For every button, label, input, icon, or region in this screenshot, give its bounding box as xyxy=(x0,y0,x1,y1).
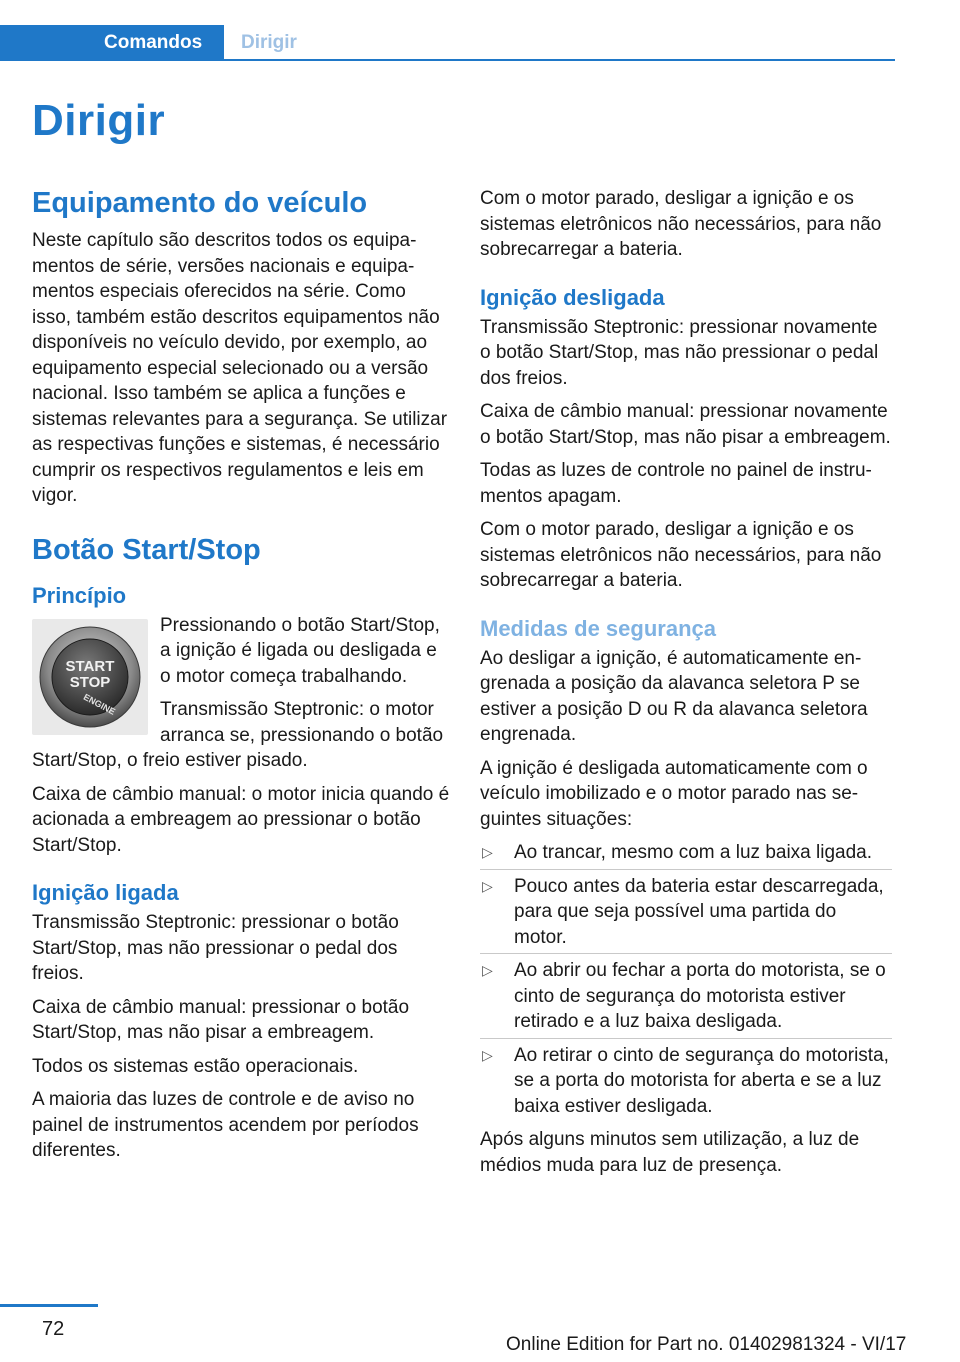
chapter-title: Dirigir xyxy=(32,96,166,145)
edition-note: Online Edition for Part no. 01402981324 - VI/17 xyxy=(506,1334,907,1355)
heading-ignition-off: Ignição desligada xyxy=(480,284,665,310)
paragraph-safety-3: Após alguns minutos sem utilização, a luz de médios muda para luz de presença. xyxy=(480,1129,860,1176)
paragraph-principle-1: Pressionando o botão Start/Stop, a ignição é ligada ou desligada e o motor começa trabalhando. xyxy=(160,614,440,687)
button-label-start: START xyxy=(65,657,115,675)
list-item-text: Pouco antes da bateria estar descarregada, para que seja possível uma partida do motor. xyxy=(514,875,884,948)
tab-dirigir[interactable]: Dirigir xyxy=(241,32,297,53)
heading-start-stop-button: Botão Start/Stop xyxy=(32,533,261,566)
list-item-text: Ao abrir ou fechar a porta do motorista, se o cinto de segurança do motorista estiver retirado e a luz baixa desligada. xyxy=(514,960,886,1032)
list-item xyxy=(480,953,892,1035)
paragraph-principle-3: Caixa de câmbio manual: o motor inicia quando é acionada a embreagem ao pressionar o botão Start/Stop. xyxy=(32,783,450,856)
paragraph-ignition-on-4: A maioria das luzes de controle e de aviso no painel de instrumentos acendem por períodos diferentes. xyxy=(32,1089,419,1161)
paragraph-ignition-off-4: Com o motor parado, desligar a ignição e os sistemas eletrônicos não necessários, para não sobrecarregar a bateria. xyxy=(480,519,882,591)
heading-ignition-on: Ignição ligada xyxy=(32,880,179,905)
heading-safety: Medidas de segurança xyxy=(480,615,716,641)
list-item-text: Ao retirar o cinto de segurança do motorista, se a porta do motorista for aberta e se a luz baixa estiver desligada. xyxy=(514,1044,889,1117)
left-column xyxy=(32,186,450,1172)
triangle-bullet-icon: ▷ xyxy=(482,1046,493,1063)
list-item xyxy=(480,840,892,866)
paragraph-ignition-off-2: Caixa de câmbio manual: pressionar novamente o botão Start/Stop, mas não pisar a embreagem. xyxy=(480,401,891,448)
list-item xyxy=(480,869,892,951)
right-column xyxy=(480,186,892,1186)
footer-divider xyxy=(0,1304,98,1307)
paragraph-ignition-on-3: Todos os sistemas estão operacionais. xyxy=(32,1055,359,1077)
paragraph-safety-1: Ao desligar a ignição, é automaticamente engrenada a posição da alavanca seletora P se estiver a posição D ou R da alavanca seletora engrenada. xyxy=(480,647,868,745)
tab-comandos[interactable]: Comandos xyxy=(0,25,224,61)
paragraph-ignition-off-1: Transmissão Steptronic: pressionar novamente o botão Start/Stop, mas não pressionar o pedal dos freios. xyxy=(480,316,879,389)
header-divider xyxy=(0,59,895,61)
paragraph-ignition-on-2: Caixa de câmbio manual: pressionar o botão Start/Stop, mas não pisar a embreagem. xyxy=(32,996,410,1043)
list-item-text: Ao trancar, mesmo com a luz baixa ligada. xyxy=(514,842,873,863)
start-stop-button-image xyxy=(32,619,148,735)
paragraph-ignition-on-1: Transmissão Steptronic: pressionar o botão Start/Stop, mas não pressionar o pedal dos freios. xyxy=(32,912,399,984)
button-label-stop: STOP xyxy=(69,673,111,691)
button-label-engine: ENGINE xyxy=(81,691,117,717)
list-item xyxy=(480,1038,892,1120)
paragraph-ignition-off-3: Todas as luzes de controle no painel de instrumentos apagam. xyxy=(480,460,872,507)
auto-off-situations-list xyxy=(480,840,892,1119)
header-bar xyxy=(0,25,895,61)
heading-principle: Princípio xyxy=(32,582,127,608)
paragraph-equipment: Neste capítulo são descritos todos os equipamentos de série, versões nacionais e equipamentos especiais oferecidos na série. Como isso, também estão descritos equipamentos não disponíveis no veículo devido, por exemplo, ao equipamento especial selecionado ou a versão nacional. Isso também se aplica a funções e sistemas relevantes para a segurança. Se utilizar as respectivas funções e sistemas, é necessário cumprir os respectivos regulamentos e leis em vigor. xyxy=(32,230,448,506)
page-number: 72 xyxy=(42,1318,65,1340)
paragraph-top: Com o motor parado, desligar a ignição e os sistemas eletrônicos não necessários, para não sobrecarregar a bateria. xyxy=(480,188,882,260)
paragraph-principle-2: Transmissão Steptronic: o motor arranca se, pressionando o botão Start/Stop, o freio estiver pisado. xyxy=(32,699,444,771)
triangle-bullet-icon: ▷ xyxy=(482,962,493,978)
heading-equipment: Equipamento do veículo xyxy=(32,187,368,219)
paragraph-safety-2: A ignição é desligada automaticamente com o veículo imobilizado e o motor parado nas seguintes situações: xyxy=(480,757,868,830)
triangle-bullet-icon: ▷ xyxy=(482,877,493,894)
triangle-bullet-icon: ▷ xyxy=(482,844,493,860)
